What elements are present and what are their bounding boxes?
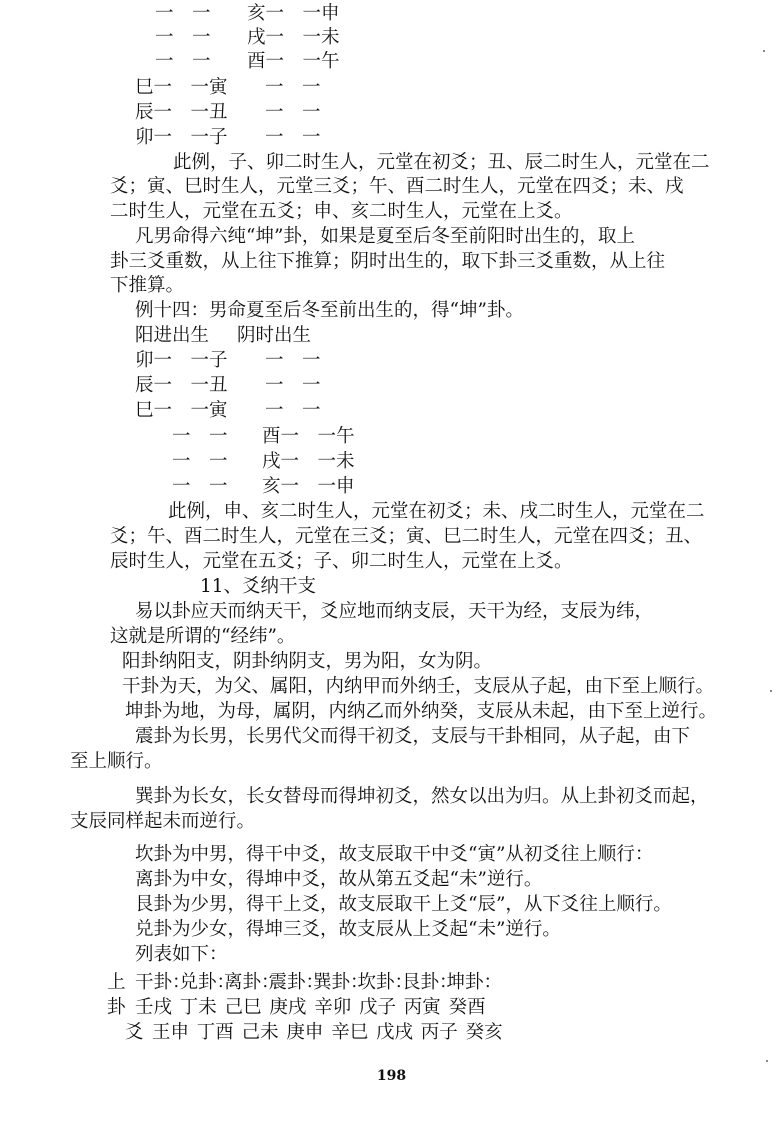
chart2-left: 一 一	[172, 476, 228, 497]
yao-cell: 戊戌	[376, 1022, 414, 1043]
chart2-right: 一 一	[265, 375, 321, 396]
text-line: 下推算。	[110, 275, 185, 296]
gua-cell: 辛卯	[314, 997, 352, 1018]
text-line: 离卦为中女，得坤中爻，故从第五爻起“未”逆行。	[135, 869, 543, 890]
yao-cell: 癸亥	[465, 1022, 503, 1043]
chart1-left: 卯一 一子	[135, 127, 228, 148]
chart2-left: 一 一	[172, 426, 228, 447]
chart1-right: 酉一 一午	[247, 51, 340, 72]
text-line: 支辰同样起未而逆行。	[70, 811, 256, 832]
trigram-header: 兑卦：	[179, 972, 236, 993]
chart2-right: 一 一	[265, 350, 321, 371]
text-line: 二时生人，元堂在五爻；申、亥二时生人，元堂在上爻。	[110, 201, 573, 222]
trigram-header: 艮卦：	[402, 972, 458, 993]
yao-cell: 丙子	[420, 1022, 458, 1043]
yao-cell: 王申	[152, 1022, 190, 1043]
scan-speck	[763, 50, 765, 52]
chart2-right: 一 一	[265, 400, 321, 421]
gua-cell: 庚戌	[269, 997, 307, 1018]
gua-cell: 己巳	[224, 997, 262, 1018]
trigram-header: 巽卦：	[313, 972, 369, 993]
chart2-left: 卯一 一子	[135, 350, 228, 371]
text-line: 辰时生人，元堂在五爻；子、卯二时生人，元堂在上爻。	[110, 551, 573, 572]
text-line: 卦三爻重数，从上往下推算；阴时出生的，取下卦三爻重数，从上往	[110, 251, 666, 272]
page-number: 198	[376, 1068, 407, 1084]
gua-cell: 戊子	[359, 997, 397, 1018]
chart1-left: 一 一	[155, 51, 211, 72]
chart1-right: 一 一	[265, 127, 321, 148]
text-line: 易以卦应天而纳天干，爻应地而纳支辰，天干为经，支辰为纬，	[135, 601, 654, 622]
text-line: 凡男命得六纯“坤”卦，如果是夏至后冬至前阳时出生的，取上	[135, 226, 635, 247]
trigram-header: 震卦：	[268, 972, 325, 993]
chart2-right: 酉一 一午	[262, 426, 355, 447]
chart1-left: 巳一 一寅	[135, 77, 228, 98]
yao-cell: 庚申	[286, 1022, 324, 1043]
gua-cell: 壬戌	[135, 997, 173, 1018]
row-label: 卦	[107, 997, 126, 1018]
chart1-right: 亥一 一申	[247, 3, 340, 24]
text-line: 阳卦纳阳支，阴卦纳阴支，男为阳，女为阴。	[122, 651, 493, 672]
yao-cell: 辛巳	[331, 1022, 369, 1043]
scan-speck	[770, 690, 772, 692]
text-line: 至上顺行。	[70, 751, 163, 772]
section-heading: 11、爻纳干支	[200, 576, 317, 597]
text-line: 干卦为天，为父、属阳，内纳甲而外纳壬，支辰从子起，由下至上顺行。	[122, 676, 715, 697]
text-line: 爻；寅、巳时生人，元堂三爻；午、酉二时生人，元堂在四爻；未、戌	[110, 176, 684, 197]
row-label: 爻	[125, 1022, 144, 1043]
trigram-header: 干卦：	[135, 972, 191, 993]
chart1-right: 一 一	[265, 77, 321, 98]
chart1-left: 一 一	[155, 3, 211, 24]
row-label: 上	[107, 972, 126, 993]
scan-speck	[766, 1060, 768, 1062]
chart2-right: 亥一 一申	[262, 476, 355, 497]
gua-cell: 丙寅	[403, 997, 441, 1018]
trigram-header: 离卦：	[224, 972, 280, 993]
chart2-header: 阳进出生	[135, 325, 210, 346]
text-line: 爻；午、酉二时生人，元堂在三爻；寅、巳二时生人，元堂在四爻；丑、	[110, 526, 703, 547]
chart2-right: 戌一 一未	[262, 451, 355, 472]
yao-cell: 己未	[241, 1022, 279, 1043]
text-line: 兑卦为少女，得坤三爻，故支辰从上爻起“未”逆行。	[135, 919, 561, 940]
example-14: 例十四：男命夏至后冬至前出生的，得“坤”卦。	[135, 300, 524, 321]
chart2-header: 阴时出生	[237, 325, 312, 346]
text-line: 列表如下：	[135, 944, 228, 965]
trigram-header: 坎卦：	[357, 972, 414, 993]
chart2-left: 辰一 一丑	[135, 375, 228, 396]
chart1-right: 一 一	[265, 102, 321, 123]
chart1-left: 一 一	[155, 27, 211, 48]
chart1-right: 戌一 一未	[247, 27, 340, 48]
gua-cell: 丁未	[179, 997, 217, 1018]
text-line: 这就是所谓的“经纬”。	[110, 626, 296, 647]
chart2-left: 一 一	[172, 451, 228, 472]
chart1-left: 辰一 一丑	[135, 102, 228, 123]
text-line: 此例，子、卯二时生人，元堂在初爻；丑、辰二时生人，元堂在二	[173, 152, 710, 173]
text-line: 震卦为长男，长男代父而得干初爻，支辰与干卦相同，从子起，由下	[135, 726, 691, 747]
text-line: 巽卦为长女，长女替母而得坤初爻，然女以出为归。从上卦初爻而起，	[135, 786, 709, 807]
text-line: 此例，申、亥二时生人，元堂在初爻；未、戌二时生人，元堂在二	[168, 501, 705, 522]
text-line: 坤卦为地，为母，属阴，内纳乙而外纳癸，支辰从未起，由下至上逆行。	[125, 701, 718, 722]
text-line: 坎卦为中男，得干中爻，故支辰取干中爻“寅”从初爻往上顺行：	[135, 844, 654, 865]
text-line: 艮卦为少男，得干上爻，故支辰取干上爻“辰”，从下爻往上顺行。	[135, 894, 672, 915]
trigram-header: 坤卦：	[446, 972, 503, 993]
yao-cell: 丁酉	[196, 1022, 234, 1043]
gua-cell: 癸酉	[448, 997, 486, 1018]
chart2-left: 巳一 一寅	[135, 400, 228, 421]
